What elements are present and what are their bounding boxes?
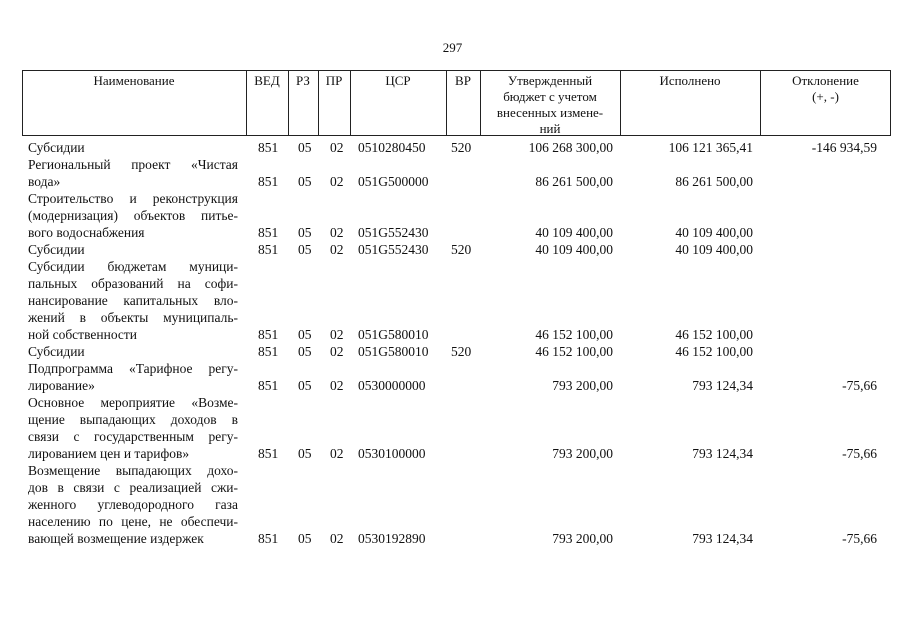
cell-done: 46 152 100,00	[675, 344, 753, 359]
cell-vr: 520	[451, 344, 472, 359]
cell-deviation: -75,66	[842, 531, 877, 546]
table-row	[0, 360, 905, 394]
cell-rz: 05	[298, 327, 312, 342]
cell-csr: 051G552430	[358, 225, 429, 240]
table-row	[0, 139, 905, 156]
cell-rz: 05	[298, 242, 312, 257]
table-row	[0, 241, 905, 258]
cell-pr: 02	[330, 344, 344, 359]
cell-pr: 02	[330, 140, 344, 155]
row-name-line: пальных образований на софи-	[28, 276, 238, 291]
table-row	[0, 462, 905, 547]
header-deviation-line: (+, -)	[812, 89, 839, 104]
row-name-line: (модернизация) объектов питье-	[28, 208, 238, 223]
row-name	[28, 394, 238, 462]
cell-budget: 793 200,00	[552, 446, 613, 461]
cell-csr: 051G552430	[358, 242, 429, 257]
cell-rz: 05	[298, 225, 312, 240]
cell-pr: 02	[330, 446, 344, 461]
cell-csr: 0510280450	[358, 140, 426, 155]
header-deviation	[760, 73, 891, 105]
cell-rz: 05	[298, 140, 312, 155]
cell-pr: 02	[330, 174, 344, 189]
cell-ved: 851	[258, 378, 279, 393]
cell-done: 793 124,34	[692, 531, 753, 546]
cell-done: 46 152 100,00	[675, 327, 753, 342]
row-name	[28, 462, 238, 547]
row-name-line: дов в связи с реализацией сжи-	[28, 480, 238, 495]
cell-pr: 02	[330, 531, 344, 546]
cell-budget: 46 152 100,00	[535, 344, 613, 359]
row-name-line: лирование»	[28, 378, 95, 393]
header-budget-line: внесенных измене-	[496, 105, 604, 120]
row-name-line: Основное мероприятие «Возме-	[28, 395, 238, 410]
row-name-line: вающей возмещение издержек	[28, 531, 204, 546]
row-name-line: связи с государственным регу-	[28, 429, 238, 444]
cell-ved: 851	[258, 242, 279, 257]
cell-pr: 02	[330, 242, 344, 257]
header-ved: ВЕД	[254, 73, 280, 88]
header-done: Исполнено	[659, 73, 721, 88]
row-name-line: щение выпадающих доходов в	[28, 412, 238, 427]
cell-deviation: -75,66	[842, 446, 877, 461]
row-name	[28, 139, 238, 156]
cell-ved: 851	[258, 140, 279, 155]
cell-csr: 0530192890	[358, 531, 426, 546]
header-vr: ВР	[455, 73, 471, 88]
cell-budget: 106 268 300,00	[528, 140, 613, 155]
row-name-line: ной собственности	[28, 327, 138, 342]
cell-rz: 05	[298, 174, 312, 189]
row-name-line: Региональный проект «Чистая	[28, 157, 238, 172]
header-budget-line: Утвержденный	[507, 73, 593, 88]
cell-deviation: -75,66	[842, 378, 877, 393]
row-name-line: Строительство и реконструкция	[28, 191, 238, 206]
header-deviation-line: Отклонение	[792, 73, 859, 88]
cell-rz: 05	[298, 378, 312, 393]
row-name-line: вода»	[28, 174, 61, 189]
row-name	[28, 190, 238, 241]
row-name-line: жений в объекты муниципаль-	[28, 310, 238, 325]
header-name: Наименование	[93, 73, 175, 88]
header-budget	[480, 73, 620, 137]
cell-csr: 051G500000	[358, 174, 429, 189]
table-row	[0, 190, 905, 241]
page-number: 297	[442, 40, 463, 55]
row-name	[28, 241, 238, 258]
row-name-line: вого водоснабжения	[28, 225, 145, 240]
cell-rz: 05	[298, 531, 312, 546]
row-name-line: Субсидии	[28, 242, 85, 257]
cell-deviation: -146 934,59	[811, 140, 877, 155]
row-name-line: лированием цен и тарифов»	[28, 446, 190, 461]
row-name-line: Возмещение выпадающих дохо-	[28, 463, 238, 478]
row-name	[28, 343, 238, 360]
row-name	[28, 360, 238, 394]
header-budget-line: бюджет с учетом	[503, 89, 597, 104]
cell-csr: 0530000000	[358, 378, 426, 393]
row-name	[28, 156, 238, 190]
row-name	[28, 258, 238, 343]
table-row	[0, 394, 905, 462]
row-name-line: населению по цене, не обеспечи-	[28, 514, 238, 529]
cell-budget: 40 109 400,00	[535, 225, 613, 240]
header-rz: РЗ	[296, 73, 310, 88]
row-name-line: нансирование капитальных вло-	[28, 293, 238, 308]
cell-done: 40 109 400,00	[675, 242, 753, 257]
cell-ved: 851	[258, 446, 279, 461]
cell-done: 86 261 500,00	[675, 174, 753, 189]
cell-budget: 793 200,00	[552, 531, 613, 546]
cell-done: 40 109 400,00	[675, 225, 753, 240]
header-budget-line: ний	[539, 121, 561, 136]
cell-ved: 851	[258, 327, 279, 342]
cell-budget: 793 200,00	[552, 378, 613, 393]
cell-budget: 46 152 100,00	[535, 327, 613, 342]
cell-budget: 86 261 500,00	[535, 174, 613, 189]
row-name-line: женного углеводородного газа	[28, 497, 238, 512]
header-csr: ЦСР	[385, 73, 411, 88]
cell-ved: 851	[258, 531, 279, 546]
cell-csr: 0530100000	[358, 446, 426, 461]
cell-rz: 05	[298, 344, 312, 359]
cell-done: 793 124,34	[692, 446, 753, 461]
cell-pr: 02	[330, 327, 344, 342]
cell-vr: 520	[451, 140, 472, 155]
row-name-line: Подпрограмма «Тарифное регу-	[28, 361, 238, 376]
cell-budget: 40 109 400,00	[535, 242, 613, 257]
cell-csr: 051G580010	[358, 344, 429, 359]
cell-pr: 02	[330, 378, 344, 393]
cell-csr: 051G580010	[358, 327, 429, 342]
cell-vr: 520	[451, 242, 472, 257]
cell-ved: 851	[258, 225, 279, 240]
table-row	[0, 258, 905, 343]
cell-ved: 851	[258, 174, 279, 189]
row-name-line: Субсидии	[28, 344, 85, 359]
row-name-line: Субсидии бюджетам муници-	[28, 259, 238, 274]
header-pr: ПР	[325, 73, 343, 88]
cell-done: 793 124,34	[692, 378, 753, 393]
cell-ved: 851	[258, 344, 279, 359]
cell-rz: 05	[298, 446, 312, 461]
cell-done: 106 121 365,41	[668, 140, 753, 155]
table-row	[0, 343, 905, 360]
row-name-line: Субсидии	[28, 140, 85, 155]
table-row	[0, 156, 905, 190]
cell-pr: 02	[330, 225, 344, 240]
